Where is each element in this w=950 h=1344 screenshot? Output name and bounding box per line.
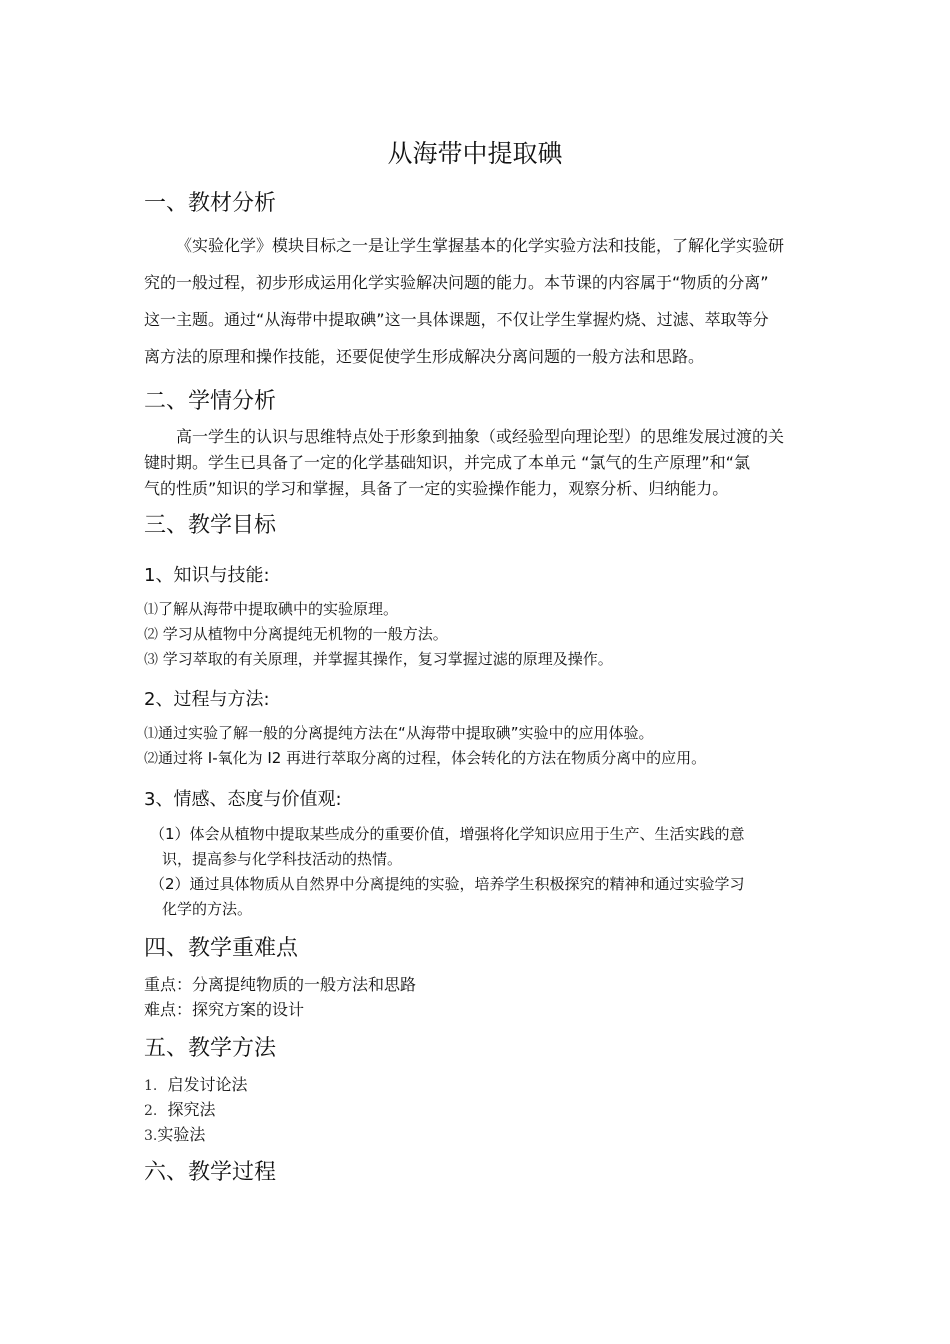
paragraph-line: 究的一般过程，初步形成运用化学实验解决问题的能力。本节课的内容属于“物质的分离” [144, 273, 769, 292]
list-item-line: 化学的方法。 [162, 900, 253, 918]
paragraph-line: 离方法的原理和操作技能，还要促使学生形成解决分离问题的一般方法和思路。 [144, 347, 705, 366]
paragraph-line: 键时期。学生已具备了一定的化学基础知识，并完成了本单元 “氯气的生产原理”和“氯 [144, 453, 750, 472]
list-item-number: ⑶ [144, 652, 158, 668]
section-heading-teaching-goals: 三、教学目标 [144, 513, 277, 538]
list-item-number: ⑴ [144, 602, 158, 618]
section-heading-textbook-analysis: 一、教材分析 [144, 191, 277, 216]
list-item [144, 1072, 248, 1095]
subheading-attitude-values: 3、情感、态度与价值观: [144, 789, 342, 810]
list-item-number: ⑵ [144, 751, 158, 767]
list-item-text: 通过将 I-氧化为 I2 再进行萃取分离的过程，体会转化的方法在物质分离中的应用。 [158, 749, 707, 767]
list-item-text: 学习从植物中分离提纯无机物的一般方法。 [158, 625, 448, 643]
list-item-line: （1）体会从植物中提取某些成分的重要价值，增强将化学知识应用于生产、生活实践的意 [150, 825, 745, 843]
list-item [144, 1097, 216, 1120]
list-item [144, 598, 398, 619]
paragraph-line: 这一主题。通过“从海带中提取碘”这一具体课题，不仅让学生掌握灼烧、过滤、萃取等分 [144, 310, 769, 329]
document-title: 从海带中提取碘 [387, 139, 563, 168]
list-item-text: 了解从海带中提取碘中的实验原理。 [158, 600, 399, 618]
section-heading-student-analysis: 二、学情分析 [144, 389, 277, 414]
section-heading-teaching-process: 六、教学过程 [144, 1160, 277, 1185]
section-heading-key-difficult-points: 四、教学重难点 [144, 936, 299, 961]
subheading-knowledge-skills: 1、知识与技能: [144, 565, 270, 586]
list-item [144, 648, 613, 669]
list-item-line: （2）通过具体物质从自然界中分离提纯的实验，培养学生积极探究的精神和通过实验学习 [150, 875, 745, 893]
section-heading-teaching-methods: 五、教学方法 [144, 1036, 277, 1061]
list-item-number: 1. [144, 1078, 158, 1094]
list-item [144, 722, 654, 743]
list-item-text: 通过实验了解一般的分离提纯方法在“从海带中提取碘”实验中的应用体验。 [158, 724, 654, 742]
paragraph-line: 《实验化学》模块目标之一是让学生掌握基本的化学实验方法和技能，了解化学实验研 [176, 236, 785, 255]
difficult-point-text: 难点：探究方案的设计 [144, 1000, 305, 1019]
list-item [144, 747, 706, 768]
list-item-number: ⑴ [144, 726, 158, 742]
paragraph-line: 气的性质”知识的学习和掌握，具备了一定的实验操作能力，观察分析、归纳能力。 [144, 479, 729, 498]
list-item-text: 学习萃取的有关原理，并掌握其操作，复习掌握过滤的原理及操作。 [158, 650, 613, 668]
list-item-number: 2. [144, 1103, 158, 1119]
section-paragraph-textbook-analysis [144, 227, 816, 375]
list-item [144, 623, 448, 644]
list-item-text: 实验法 [157, 1125, 206, 1144]
section-paragraph-student-analysis [144, 424, 816, 502]
list-item [144, 1122, 205, 1145]
list-item-line: 识，提高参与化学科技活动的热情。 [162, 850, 403, 868]
key-point-text: 重点：分离提纯物质的一般方法和思路 [144, 975, 417, 994]
subheading-process-methods: 2、过程与方法: [144, 689, 270, 710]
list-item-text: 探究法 [157, 1100, 216, 1119]
list-item-number: ⑵ [144, 627, 158, 643]
list-item-number: 3. [144, 1128, 158, 1144]
list-item-text: 启发讨论法 [157, 1075, 248, 1094]
paragraph-line: 高一学生的认识与思维特点处于形象到抽象（或经验型向理论型）的思维发展过渡的关 [176, 427, 785, 446]
